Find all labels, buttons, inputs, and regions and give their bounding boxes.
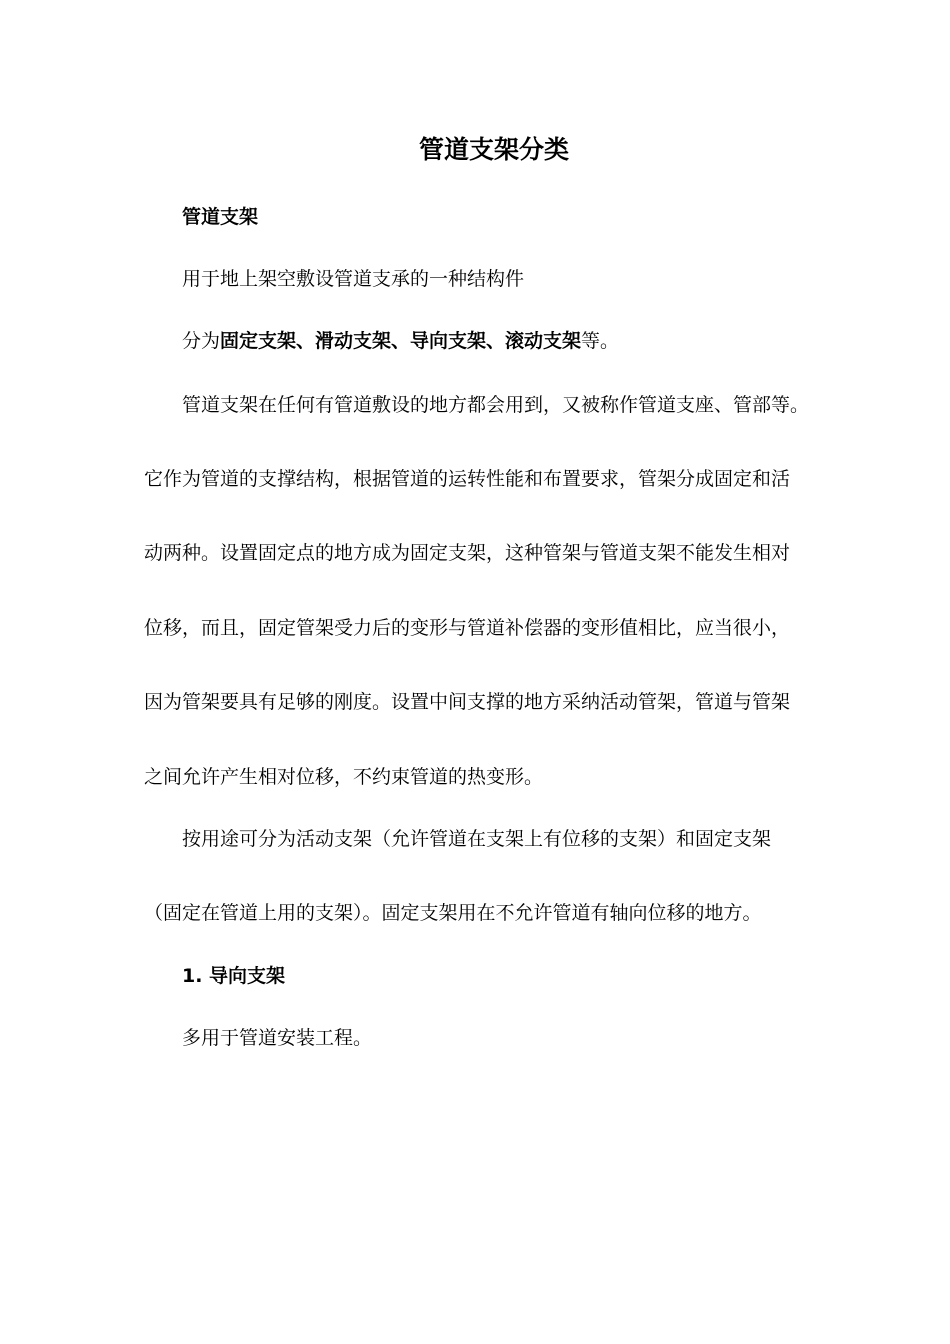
paragraph-line: 它作为管道的支撑结构，根据管道的运转性能和布置要求，管架分成固定和活	[144, 468, 791, 490]
types-intro-prefix: 分为	[182, 330, 221, 352]
document-title: 管道支架分类	[418, 135, 569, 164]
paragraph-line: 动两种。设置固定点的地方成为固定支架，这种管架与管道支架不能发生相对	[144, 542, 791, 564]
paragraph-line: 位移，而且，固定管架受力后的变形与管道补偿器的变形值相比，应当很小，	[144, 617, 791, 639]
paragraph-line: 因为管架要具有足够的刚度。设置中间支撑的地方采纳活动管架，管道与管架	[144, 691, 791, 713]
subsection-text: 多用于管道安装工程。	[182, 1027, 373, 1049]
types-intro	[182, 328, 619, 354]
section-heading: 管道支架	[182, 206, 259, 228]
definition-text: 用于地上架空敷设管道支承的一种结构件	[182, 268, 525, 290]
paragraph-line: 按用途可分为活动支架（允许管道在支架上有位移的支架）和固定支架	[182, 828, 772, 850]
subsection-heading: 1. 导向支架	[182, 965, 286, 987]
types-intro-suffix: 等。	[581, 330, 620, 352]
paragraph-line: 管道支架在任何有管道敷设的地方都会用到，又被称作管道支座、管部等。	[182, 394, 810, 416]
paragraph-line: 之间允许产生相对位移，不约束管道的热变形。	[144, 766, 544, 788]
types-list: 固定支架、滑动支架、导向支架、滚动支架	[220, 330, 582, 352]
paragraph-line: （固定在管道上用的支架）。固定支架用在不允许管道有轴向位移的地方。	[144, 902, 762, 924]
